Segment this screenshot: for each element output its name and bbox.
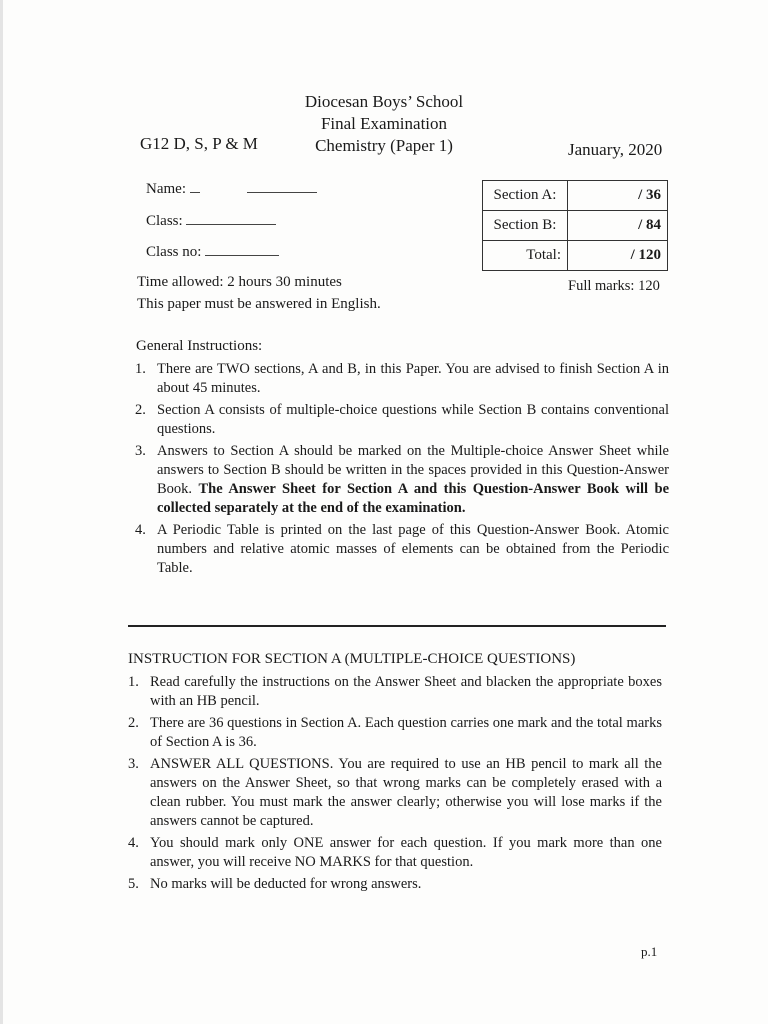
list-item — [135, 442, 670, 518]
marks-label: Section A: — [483, 181, 568, 211]
class-blank — [186, 210, 276, 225]
marks-row-section-b — [483, 211, 668, 241]
item-text: Section A consists of multiple-choice questions while Section B contains conventional questions. — [157, 402, 669, 437]
marks-table — [482, 180, 668, 271]
item-text: No marks will be deducted for wrong answers. — [150, 876, 422, 892]
item-number: 2. — [135, 402, 146, 418]
item-text: There are TWO sections, A and B, in this Paper. You are advised to finish Section A in about 45 minutes. — [157, 361, 669, 396]
list-item — [128, 755, 662, 831]
name-blank-end — [247, 178, 317, 193]
marks-label: Total: — [483, 241, 568, 271]
item-number: 3. — [135, 443, 146, 459]
name-field — [146, 178, 317, 198]
list-item — [128, 834, 662, 872]
item-text: ANSWER ALL QUESTIONS. You are required to use an HB pencil to mark all the answers on the Answer Sheet, so that wrong marks can be completely erased with a clean rubber. You must mark the answer clearly; otherwise you will lose marks if the answers cannot be captured. — [150, 756, 662, 829]
list-item — [128, 673, 662, 711]
language-note: This paper must be answered in English. — [137, 296, 381, 312]
marks-value: / 120 — [568, 241, 668, 271]
list-item — [135, 521, 669, 578]
subject-title: Chemistry (Paper 1) — [315, 136, 453, 155]
time-allowed: Time allowed: 2 hours 30 minutes — [137, 274, 342, 290]
marks-label: Section B: — [483, 211, 568, 241]
class-number-field — [146, 241, 279, 261]
item-number: 3. — [128, 756, 139, 772]
school-name: Diocesan Boys’ School — [304, 92, 464, 111]
page-number: p.1 — [641, 944, 658, 959]
list-item — [135, 401, 669, 439]
class-number-blank — [205, 241, 279, 256]
exam-title: Final Examination — [320, 114, 448, 133]
item-number: 4. — [135, 522, 146, 538]
class-number-label: Class no: — [146, 244, 202, 260]
marks-row-total — [483, 241, 668, 271]
item-text: You should mark only ONE answer for each question. If you mark more than one answer, you will receive NO MARKS for that question. — [150, 835, 662, 870]
general-instructions-list — [135, 360, 670, 581]
section-a-heading: INSTRUCTION FOR SECTION A (MULTIPLE-CHOICE QUESTIONS) — [128, 651, 576, 667]
item-bold-text: The Answer Sheet for Section A and this Question-Answer Book will be collected separately at the end of the examination. — [157, 481, 670, 516]
marks-row-section-a — [483, 181, 668, 211]
item-number: 1. — [135, 361, 146, 377]
class-label: Class: — [146, 213, 183, 229]
item-number: 4. — [128, 835, 139, 851]
general-instructions-heading: General Instructions: — [136, 338, 263, 354]
section-a-instructions-list — [128, 673, 662, 897]
full-marks: Full marks: 120 — [568, 278, 660, 294]
marks-value: / 36 — [568, 181, 668, 211]
name-label: Name: — [146, 181, 186, 197]
item-number: 5. — [128, 876, 139, 892]
item-text: There are 36 questions in Section A. Each question carries one mark and the total marks of Section A is 36. — [150, 715, 662, 750]
item-text: Answers to Section A should be marked on the Multiple-choice Answer Sheet while answers to Section B should be written in the spaces provided in this Question-Answer Book. — [157, 443, 669, 497]
exam-date: January, 2020 — [568, 140, 663, 159]
item-number: 1. — [128, 674, 139, 690]
name-blank-start — [190, 178, 200, 193]
list-item — [128, 875, 662, 894]
item-number: 2. — [128, 715, 139, 731]
class-groups: G12 D, S, P & M — [140, 134, 258, 153]
class-field — [146, 210, 276, 230]
marks-value: / 84 — [568, 211, 668, 241]
section-divider — [128, 625, 666, 627]
list-item — [128, 714, 662, 752]
item-text: A Periodic Table is printed on the last page of this Question-Answer Book. Atomic numbers and relative atomic masses of elements can be obtained from the Periodic Table. — [157, 522, 669, 576]
list-item — [135, 360, 669, 398]
item-text: Read carefully the instructions on the Answer Sheet and blacken the appropriate boxes with an HB pencil. — [150, 674, 662, 709]
